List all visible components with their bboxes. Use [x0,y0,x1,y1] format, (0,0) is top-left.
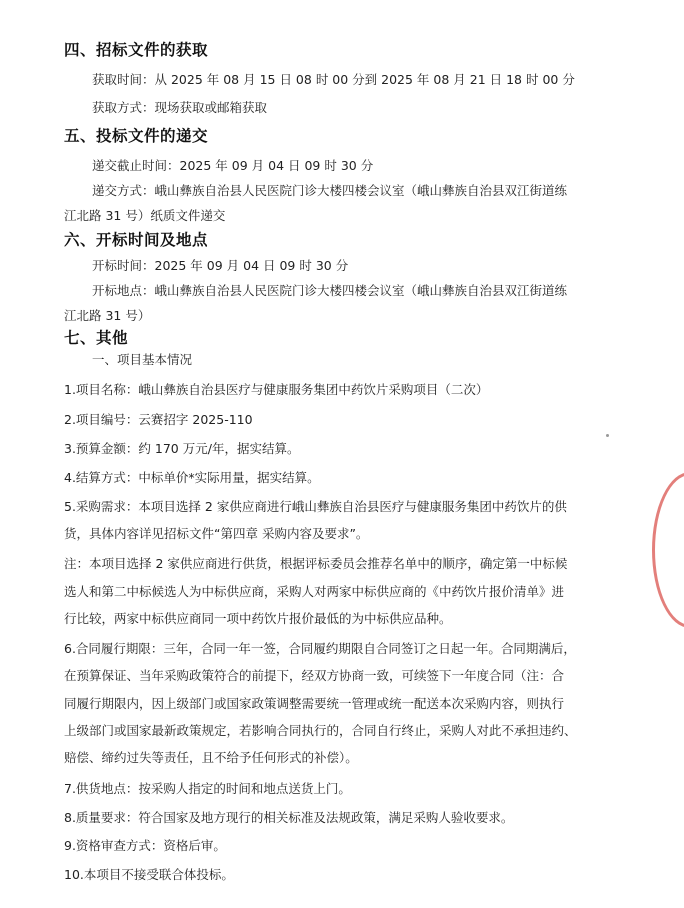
item6-line4: 上级部门或国家最新政策规定，若影响合同执行的，合同自行终止，采购人对此不承担违约、 [64,723,577,738]
item6-line3: 同履行期限内，因上级部门或国家政策调整需要统一管理或统一配送本次采购内容，则执行 [64,696,565,711]
item9: 9.资格审查方式：资格后审。 [64,838,226,853]
item2: 2.项目编号：云赛招字 2025-110 [64,412,253,427]
item6-line2: 在预算保证、当年采购政策符合的前提下，经双方协商一致，可续签下一年度合同（注：合 [64,668,565,683]
section6-heading: 六、开标时间及地点 [64,231,209,249]
section5-heading: 五、投标文件的递交 [64,127,209,145]
item3: 3.预算金额：约 170 万元/年，据实结算。 [64,441,300,456]
item6-line5: 赔偿、缔约过失等责任，且不给予任何形式的补偿）。 [64,750,358,765]
section5-method-line1: 递交方式：峨山彝族自治县人民医院门诊大楼四楼会议室（峨山彝族自治县双江街道练 [92,183,568,198]
note-line1: 注：本项目选择 2 家供应商进行供货，根据评标委员会推荐名单中的顺序，确定第一中标候 [64,556,568,571]
section4-time: 获取时间：从 2025 年 08 月 15 日 08 时 00 分到 2025 年 08 月 21 日 18 时 00 分 [92,72,575,87]
section6-place-line2: 江北路 31 号） [64,308,151,323]
section5-method-line2: 江北路 31 号）纸质文件递交 [64,208,226,223]
item5-line2: 货，具体内容详见招标文件“第四章 采购内容及要求”。 [64,526,369,541]
section6-place-line1: 开标地点：峨山彝族自治县人民医院门诊大楼四楼会议室（峨山彝族自治县双江街道练 [92,283,568,298]
section7-heading: 七、其他 [64,329,129,347]
note-line2: 选人和第二中标候选人为中标供应商，采购人对两家中标供应商的《中药饮片报价清单》进 [64,584,565,599]
item7: 7.供货地点：按采购人指定的时间和地点送货上门。 [64,781,351,796]
item5-line1: 5.采购需求：本项目选择 2 家供应商进行峨山彝族自治县医疗与健康服务集团中药饮片的供 [64,499,567,514]
section5-deadline: 递交截止时间：2025 年 09 月 04 日 09 时 30 分 [92,158,374,173]
note-line3: 行比较，两家中标供应商同一项中药饮片报价最低的为中标供应品种。 [64,611,452,626]
item4: 4.结算方式：中标单价*实际用量，据实结算。 [64,470,320,485]
section6-time: 开标时间：2025 年 09 月 04 日 09 时 30 分 [92,258,349,273]
item10: 10.本项目不接受联合体投标。 [64,867,234,882]
official-seal-stamp [652,472,684,628]
item1: 1.项目名称：峨山彝族自治县医疗与健康服务集团中药饮片采购项目（二次） [64,382,489,397]
section7-subheading: 一、项目基本情况 [92,352,193,367]
item6-line1: 6.合同履行期限：三年，合同一年一签，合同履约期限自合同签订之日起一年。合同期满后， [64,641,576,656]
section4-method: 获取方式：现场获取或邮箱获取 [92,100,268,115]
scan-speck [606,434,609,437]
section4-heading: 四、招标文件的获取 [64,41,209,59]
item8: 8.质量要求：符合国家及地方现行的相关标准及法规政策，满足采购人验收要求。 [64,810,514,825]
